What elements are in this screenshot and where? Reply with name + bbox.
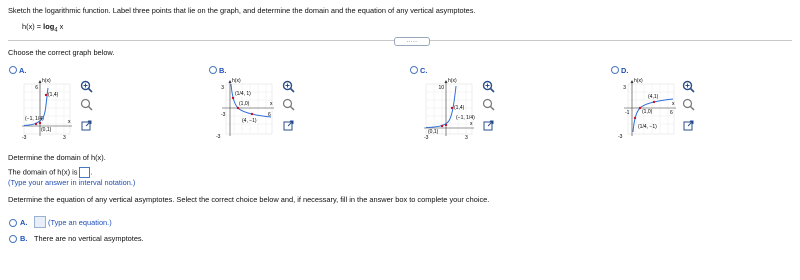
graph-b-zoom-in-icon[interactable] (282, 80, 295, 93)
graph-d-point-1: (4,1) (648, 94, 659, 100)
graph-b-ylabel: h(x) (232, 78, 241, 84)
graph-b-ymin: -3 (216, 134, 221, 140)
function-var: x (57, 22, 64, 31)
graph-b-point-1: (1/4, 1) (235, 91, 251, 97)
graph-d-ymin: -3 (618, 134, 623, 140)
graph-c-expand-icon[interactable] (483, 120, 494, 131)
graph-a-xmax: 3 (63, 135, 66, 140)
graph-c-xmax: 3 (465, 135, 468, 140)
graph-option-c-radio[interactable] (410, 66, 418, 74)
graph-d-ytick: 3 (623, 85, 626, 91)
graph-d[interactable] (618, 78, 680, 140)
graph-b-zoom-out-icon[interactable] (282, 98, 295, 111)
graph-c-ylabel: h(x) (448, 78, 457, 84)
graph-a-ylabel: h(x) (42, 78, 51, 84)
graph-a-xmin: -3 (22, 135, 27, 140)
graph-b[interactable] (216, 78, 278, 140)
graph-b-ytick: 3 (221, 85, 224, 91)
graph-c-point-3: (0,1) (428, 129, 439, 135)
asymptote-choice-b-letter: B. (20, 234, 28, 243)
function-definition (22, 22, 63, 33)
domain-answer-prefix: The domain of h(x) is (8, 167, 78, 177)
domain-answer-suffix: . (90, 167, 93, 177)
graph-a-zoom-in-icon[interactable] (80, 80, 93, 93)
function-prefix: h(x) = (22, 22, 44, 31)
graph-d-zoom-out-icon[interactable] (682, 98, 695, 111)
domain-answer-line (8, 167, 93, 178)
graph-a-expand-icon[interactable] (81, 120, 92, 131)
graph-d-point-3: (1/4, −1) (638, 124, 657, 130)
asymptote-choice-a-radio[interactable] (9, 219, 17, 227)
graph-d-expand-icon[interactable] (683, 120, 694, 131)
graph-a-xlabel: x (68, 119, 71, 125)
graph-b-point-3: (4, −1) (242, 118, 257, 124)
function-base: 4 (54, 27, 58, 34)
asymptote-choice-a-letter: A. (20, 218, 28, 227)
question-instruction: Sketch the logarithmic function. Label three points that lie on the graph, and determine the domain and the equation of any vertical asymptotes. (8, 6, 476, 15)
domain-heading: Determine the domain of h(x). (8, 153, 106, 162)
graph-option-a-radio[interactable] (9, 66, 17, 74)
graph-option-b-letter: B. (219, 66, 227, 75)
domain-hint: (Type your answer in interval notation.) (8, 178, 136, 187)
asymptote-choice-b-text: There are no vertical asymptotes. (34, 234, 144, 243)
graph-c-zoom-out-icon[interactable] (482, 98, 495, 111)
graph-c-xlabel: x (470, 121, 473, 127)
graph-option-d-letter: D. (621, 66, 629, 75)
graph-c[interactable] (418, 78, 478, 140)
asymptote-equation-input[interactable] (34, 216, 46, 228)
graph-a-zoom-out-icon[interactable] (80, 98, 93, 111)
graph-c-xmin: -3 (424, 135, 429, 140)
graph-c-zoom-in-icon[interactable] (482, 80, 495, 93)
graph-option-a-letter: A. (19, 66, 27, 75)
graph-b-point-2: (1,0) (239, 101, 250, 107)
expand-button[interactable]: ..... (394, 37, 430, 46)
graph-a-ytick: 6 (35, 85, 38, 91)
asymptote-heading: Determine the equation of any vertical asymptotes. Select the correct choice below and, if necessary, fill in the answer box to complete your choice. (8, 195, 490, 204)
graph-d-xmax: 6 (670, 110, 673, 116)
graph-c-point-1: (1,4) (454, 105, 465, 111)
graph-d-zoom-in-icon[interactable] (682, 80, 695, 93)
function-log: log (43, 22, 55, 31)
graph-b-xmin: -3 (221, 112, 226, 118)
graph-option-d-radio[interactable] (611, 66, 619, 74)
graph-a-point-3: (0,1) (41, 127, 52, 133)
graph-d-xlabel: x (672, 101, 675, 107)
domain-answer-input[interactable] (79, 167, 93, 178)
graph-c-point-2: (−1, 1/4) (456, 115, 475, 121)
graph-d-ylabel: h(x) (634, 78, 643, 84)
graph-a-point-2: (−1, 1/4) (25, 116, 44, 122)
asymptote-choice-b-radio[interactable] (9, 235, 17, 243)
graph-option-c-letter: C. (420, 66, 428, 75)
choose-prompt: Choose the correct graph below. (8, 48, 115, 57)
graph-a-point-1: (1,4) (48, 92, 59, 98)
asymptote-choice-a-text: (Type an equation.) (48, 218, 112, 227)
graph-b-expand-icon[interactable] (283, 120, 294, 131)
graph-d-point-2: (1,0) (642, 109, 653, 115)
graph-c-ytick: 10 (438, 85, 444, 91)
graph-d-xmin: -1 (625, 110, 630, 116)
graph-option-b-radio[interactable] (209, 66, 217, 74)
graph-a[interactable] (16, 78, 76, 140)
graph-b-xmax: 6 (268, 112, 271, 118)
graph-b-xlabel: x (270, 101, 273, 107)
